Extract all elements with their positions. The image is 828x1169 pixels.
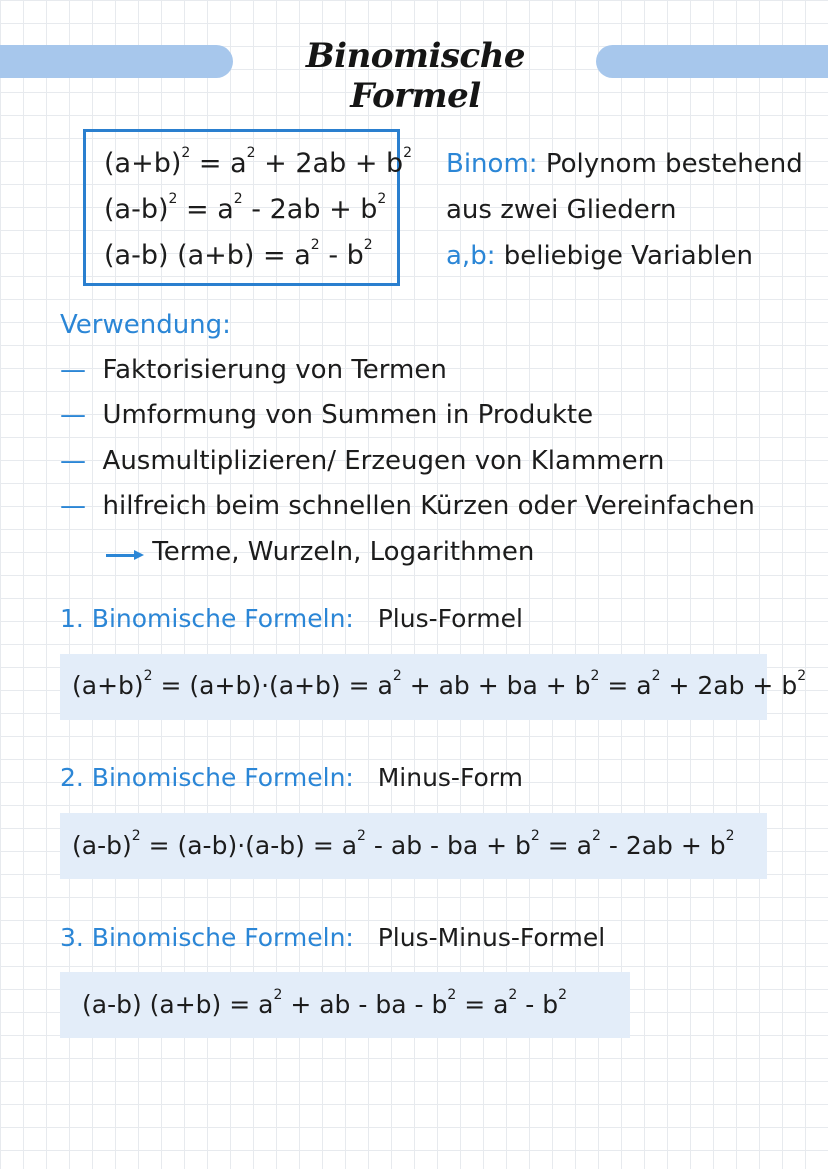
arrow-right-icon bbox=[106, 550, 144, 560]
section-1-heading: 1. Binomische Formeln: Plus-Formel bbox=[60, 604, 523, 633]
usage-item: — Faktorisierung von Termen bbox=[60, 355, 447, 385]
usage-arrow-line: Terme, Wurzeln, Logarithmen bbox=[106, 539, 534, 565]
dash-bullet: — bbox=[60, 400, 86, 430]
section-3-heading: 3. Binomische Formeln: Plus-Minus-Formel bbox=[60, 923, 606, 952]
dash-bullet: — bbox=[60, 491, 86, 521]
usage-item: — hilfreich beim schnellen Kürzen oder Vereinfachen bbox=[60, 491, 755, 521]
title-decoration-right bbox=[596, 45, 828, 78]
section-1-formula: $(a+b)^2 = (a+b)\cdot(a+b) = a^2$ + ab + ba + $b^2 = a^2 + 2ab + b^2$ bbox=[72, 668, 807, 700]
definition-term-binom: Binom: bbox=[446, 149, 538, 179]
definition-line-3: a,b: beliebige Variablen bbox=[446, 241, 753, 271]
box-formula-2: $(a-b)^2 = a^2 - 2ab + b^2$ bbox=[104, 191, 387, 225]
section-2-formula: $(a-b)^2 = (a-b)\cdot(a-b) = a^2$ - ab - ba + $b^2 = a^2 - 2ab + b^2$ bbox=[72, 828, 735, 860]
page-title: Binomische Formel bbox=[305, 36, 526, 116]
box-formula-3: (a-b) $(a+b) = a^2 - b^2$ bbox=[104, 237, 373, 271]
definition-term-ab: a,b: bbox=[446, 241, 496, 271]
title-decoration-left bbox=[0, 45, 233, 78]
section-2-heading: 2. Binomische Formeln: Minus-Form bbox=[60, 763, 523, 792]
usage-item: — Ausmultiplizieren/ Erzeugen von Klammern bbox=[60, 446, 665, 476]
dash-bullet: — bbox=[60, 355, 86, 385]
usage-heading: Verwendung: bbox=[60, 310, 231, 340]
usage-item: — Umformung von Summen in Produkte bbox=[60, 400, 594, 430]
definition-line-1: Binom: Polynom bestehend bbox=[446, 149, 803, 179]
box-formula-1: $(a+b)^2 = a^2 + 2ab + b^2$ bbox=[104, 145, 413, 179]
definition-line-2: aus zwei Gliedern bbox=[446, 195, 677, 225]
dash-bullet: — bbox=[60, 446, 86, 476]
section-3-formula: (a-b) $(a+b) = a^2$ + ab - ba - $b^2 = a^2 - b^2$ bbox=[82, 987, 568, 1019]
